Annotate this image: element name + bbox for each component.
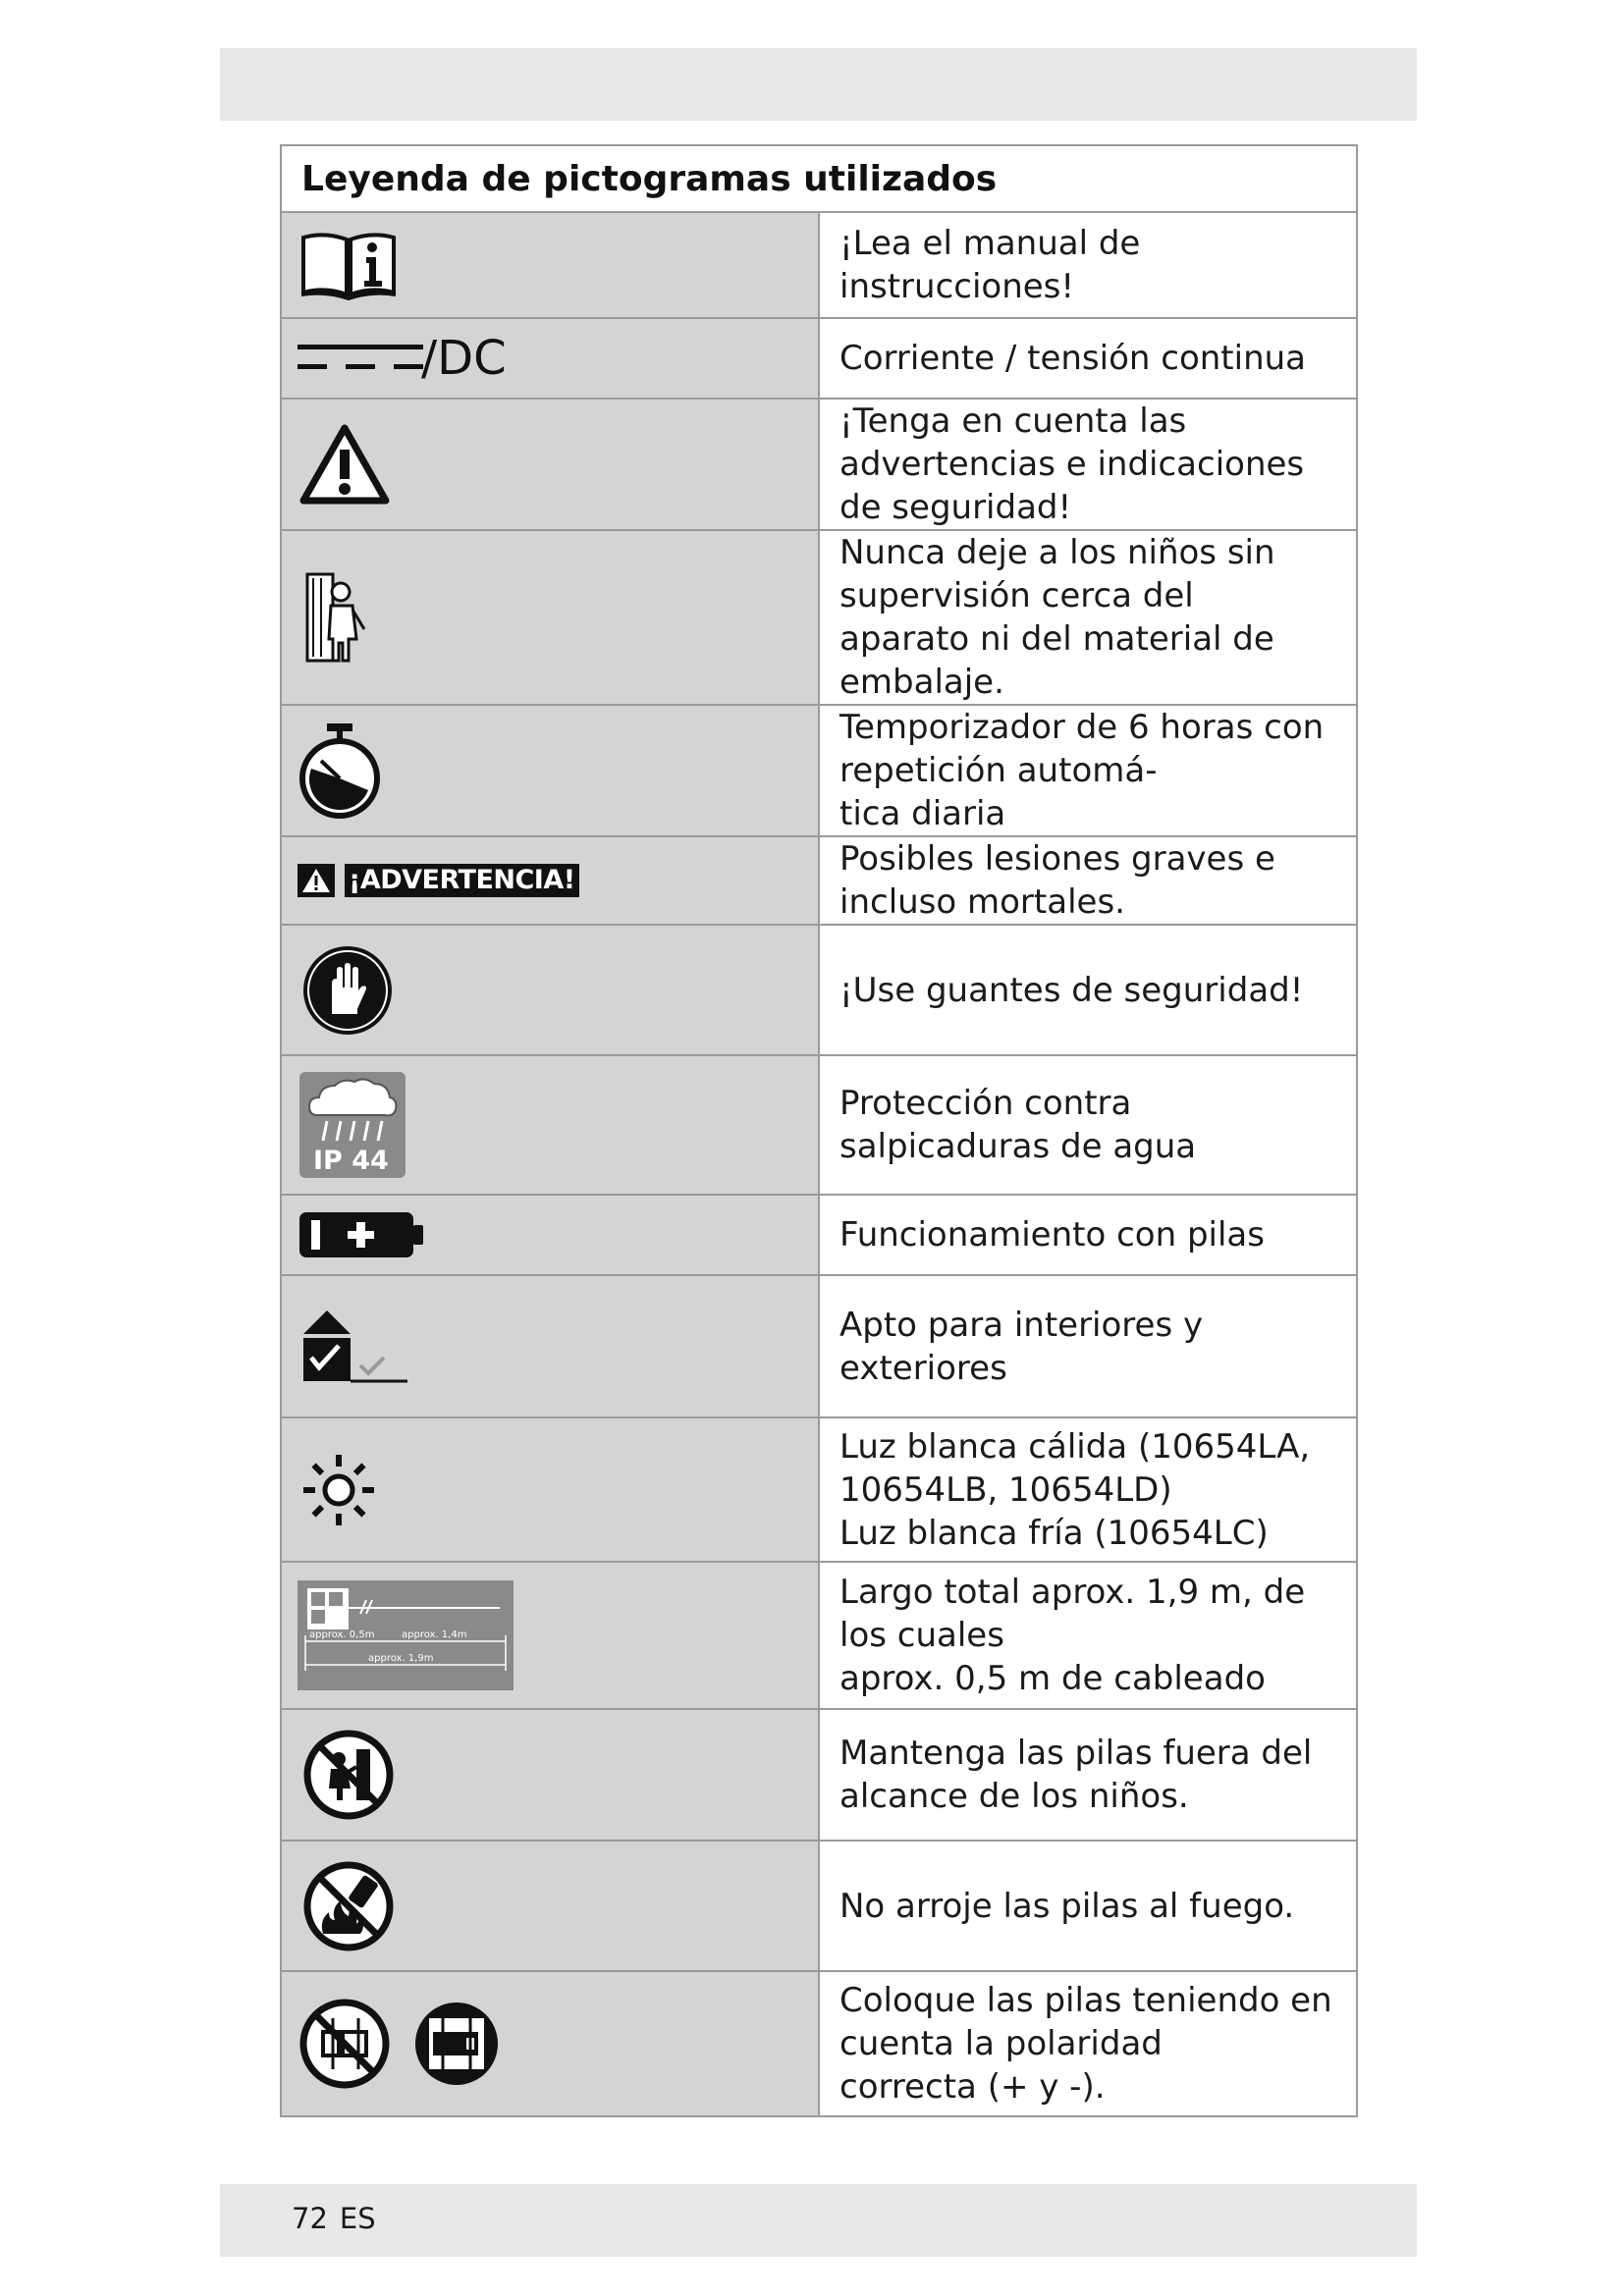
description-line: tica diaria bbox=[839, 794, 1006, 833]
light-sun-icon bbox=[299, 1451, 378, 1529]
icon-cell bbox=[281, 318, 819, 399]
keep-from-children-icon bbox=[301, 1728, 396, 1822]
icon-cell bbox=[281, 1055, 819, 1195]
description-line: ¡Use guantes de seguridad! bbox=[839, 970, 1304, 1010]
cable-label-long: approx. 1,4m bbox=[402, 1629, 467, 1640]
table-row bbox=[281, 1055, 1357, 1195]
row-description bbox=[819, 1055, 1357, 1195]
description-line: Nunca deje a los niños sin supervisión cerca del bbox=[839, 533, 1275, 615]
description-line: ¡Tenga en cuenta las advertencias e indicaciones bbox=[839, 401, 1305, 484]
table-row bbox=[281, 212, 1357, 318]
dc-label: /DC bbox=[421, 331, 507, 386]
battery-wrong-polarity-icon bbox=[298, 1997, 392, 2091]
table-row bbox=[281, 1562, 1357, 1709]
icon-cell bbox=[281, 1971, 819, 2116]
description-line: de seguridad! bbox=[839, 488, 1072, 527]
table-row bbox=[281, 1971, 1357, 2116]
description-line: Luz blanca cálida (10654LA, 10654LB, 10654LD) bbox=[839, 1426, 1311, 1510]
description-line: Protección contra salpicaduras de agua bbox=[839, 1084, 1197, 1166]
row-description bbox=[819, 1275, 1357, 1417]
table-row bbox=[281, 925, 1357, 1055]
icon-cell bbox=[281, 836, 819, 925]
row-description bbox=[819, 1562, 1357, 1709]
cable-label-short: approx. 0,5m bbox=[309, 1629, 375, 1640]
page-footer bbox=[292, 2202, 388, 2235]
row-description bbox=[819, 705, 1357, 836]
row-description bbox=[819, 399, 1357, 530]
table-row bbox=[281, 836, 1357, 925]
small-warning-icon bbox=[298, 864, 335, 897]
table-row bbox=[281, 1417, 1357, 1562]
advertencia-label: ¡ADVERTENCIA! bbox=[345, 864, 579, 897]
warning-triangle-icon bbox=[299, 424, 390, 505]
page-number: 72 bbox=[292, 2202, 328, 2235]
description-line: Temporizador de 6 horas con repetición automá- bbox=[839, 708, 1325, 790]
indoor-outdoor-icon bbox=[299, 1307, 409, 1387]
cable-label-total: approx. 1,9m bbox=[368, 1653, 434, 1664]
description-line: aparato ni del material de embalaje. bbox=[839, 619, 1274, 702]
row-description bbox=[819, 318, 1357, 399]
battery-icon bbox=[299, 1212, 423, 1257]
table-title: Leyenda de pictogramas utilizados bbox=[281, 145, 1357, 212]
icon-cell bbox=[281, 399, 819, 530]
header-band bbox=[220, 48, 1417, 121]
icon-cell bbox=[281, 925, 819, 1055]
table-row bbox=[281, 1841, 1357, 1971]
row-description bbox=[819, 836, 1357, 925]
table-row bbox=[281, 705, 1357, 836]
ip44-label: IP 44 bbox=[313, 1146, 389, 1176]
description-line: ¡Lea el manual de instrucciones! bbox=[839, 224, 1141, 306]
icon-cell bbox=[281, 1562, 819, 1709]
table-row bbox=[281, 530, 1357, 705]
row-description bbox=[819, 530, 1357, 705]
description-line: No arroje las pilas al fuego. bbox=[839, 1886, 1295, 1926]
icon-cell bbox=[281, 1417, 819, 1562]
icon-cell bbox=[281, 212, 819, 318]
language-code: ES bbox=[339, 2202, 376, 2235]
table-row bbox=[281, 399, 1357, 530]
table-header-row bbox=[281, 145, 1357, 212]
book-info-icon bbox=[299, 230, 398, 300]
stopwatch-timer-icon bbox=[298, 721, 382, 820]
ip44-rain-icon bbox=[299, 1072, 406, 1178]
row-description bbox=[819, 925, 1357, 1055]
footer-band bbox=[220, 2184, 1417, 2257]
description-line: Posibles lesiones graves e incluso mortales. bbox=[839, 839, 1275, 922]
description-line: Luz blanca fría (10654LC) bbox=[839, 1513, 1269, 1553]
icon-cell bbox=[281, 705, 819, 836]
description-line: Apto para interiores y exteriores bbox=[839, 1305, 1204, 1388]
icon-cell bbox=[281, 1195, 819, 1275]
icon-cell bbox=[281, 1841, 819, 1971]
row-description bbox=[819, 212, 1357, 318]
row-description bbox=[819, 1417, 1357, 1562]
pictogram-legend-table bbox=[280, 144, 1358, 2117]
table-row bbox=[281, 1195, 1357, 1275]
row-description bbox=[819, 1195, 1357, 1275]
child-supervision-icon bbox=[301, 570, 370, 665]
table-row bbox=[281, 1709, 1357, 1841]
description-line: Coloque las pilas teniendo en cuenta la polaridad bbox=[839, 1981, 1332, 2063]
description-line: Funcionamiento con pilas bbox=[839, 1215, 1265, 1255]
icon-cell bbox=[281, 1275, 819, 1417]
icon-cell bbox=[281, 1709, 819, 1841]
icon-cell bbox=[281, 530, 819, 705]
safety-gloves-icon bbox=[301, 944, 394, 1037]
description-line: aprox. 0,5 m de cableado bbox=[839, 1659, 1266, 1698]
row-description bbox=[819, 1841, 1357, 1971]
row-description bbox=[819, 1709, 1357, 1841]
row-description bbox=[819, 1971, 1357, 2116]
cable-length-icon bbox=[298, 1580, 514, 1690]
rain-cloud-icon bbox=[299, 1072, 406, 1148]
description-line: Largo total aprox. 1,9 m, de los cuales bbox=[839, 1573, 1306, 1655]
battery-polarity-icon bbox=[409, 1997, 504, 2091]
description-line: Corriente / tensión continua bbox=[839, 339, 1307, 378]
table-row bbox=[281, 1275, 1357, 1417]
no-fire-icon bbox=[301, 1859, 396, 1953]
table-row bbox=[281, 318, 1357, 399]
description-line: correcta (+ y -). bbox=[839, 2067, 1106, 2107]
description-line: Mantenga las pilas fuera del alcance de los niños. bbox=[839, 1734, 1313, 1816]
